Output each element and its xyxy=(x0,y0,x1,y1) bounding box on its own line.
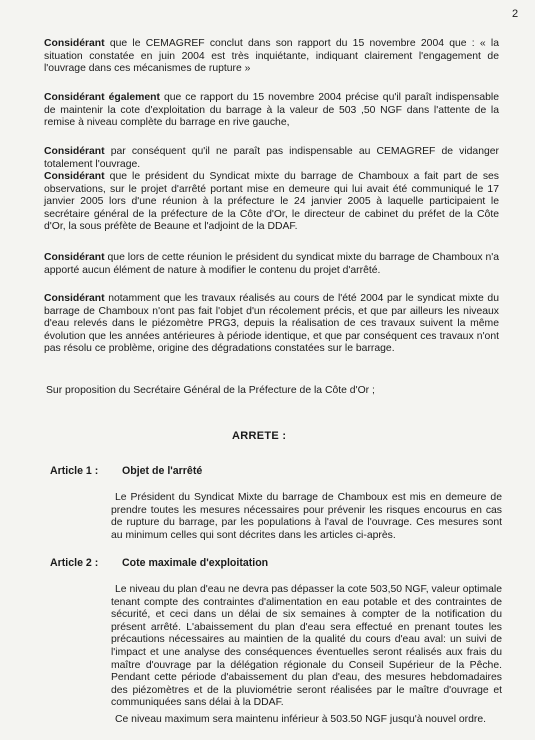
article-label: Article 1 : xyxy=(50,465,99,477)
considerant-lead: Considérant xyxy=(44,252,105,263)
considerant-1 xyxy=(44,38,499,76)
article-2-text: Le niveau du plan d'eau ne devra pas dépasser la cote 503,50 NGF, valeur optimale tenant compte des contraintes d'alimentation en eau potable et des contraintes de sécurité, et ceci dans un délai de six semaines à compter de la notification du présent arrêté. L'abaissement du plan d'eau sera effectué en prenant toutes les précautions nécessaires au maintien de la qualité du cours d'eau aval: un suivi de l'impact et une analyse des conséquences éventuelles seront réalisés aux frais du maître d'ouvrage par la délégation régionale du Conseil Supérieur de la Pêche. Pendant cette période d'abaissement du plan d'eau, des mesures hebdomadaires des piézomètres et de la pluviométrie seront réalisées par le maître d'ouvrage et communiquées sans délai à la DDAF. xyxy=(111,584,502,709)
arrete-title: ARRETE : xyxy=(232,430,287,442)
proposition: Sur proposition du Secrétaire Général de la Préfecture de la Côte d'Or ; xyxy=(46,385,375,396)
considerant-text: que ce rapport du 15 novembre 2004 précise qu'il paraît indispensable de maintenir la cote d'exploitation du barrage à la valeur de 503 ,50 NGF dans l'attente de la remise à niveau complète du barrage en rive gauche, xyxy=(44,92,499,129)
considerant-6 xyxy=(44,293,499,356)
considerant-text: que le président du Syndicat mixte du barrage de Chamboux a fait part de ses observations, sur le projet d'arrêté portant mise en demeure qui lui avait été communiqué le 17 janvier 2005 lors d'une réunion à la préfecture le 24 janvier 2005 à laquelle participaient le secrétaire général de la préfecture de la Côte d'Or, le directeur de cabinet du préfet de la Côte d'Or, la sous préfète de Beaune et l'adjoint de la DDAF. xyxy=(44,171,499,233)
considerant-lead: Considérant xyxy=(44,146,105,157)
considerant-lead: Considérant xyxy=(44,171,105,182)
article-1-text: Le Président du Syndicat Mixte du barrage de Chamboux est mis en demeure de prendre toutes les mesures nécessaires pour prévenir les risques encourus en cas de rupture du barrage, par les populations à l'aval de l'ouvrage. Ces mesures sont au minimum celles qui sont décrites dans les articles ci-après. xyxy=(111,492,502,541)
page-number: 2 xyxy=(512,8,519,20)
considerant-lead: Considérant xyxy=(44,38,105,49)
considerant-lead: Considérant également xyxy=(44,92,160,103)
article-1-heading xyxy=(50,465,202,478)
article-2-heading xyxy=(50,557,268,570)
article-title: Cote maximale d'exploitation xyxy=(122,557,269,569)
article-title: Objet de l'arrêté xyxy=(122,465,203,477)
considerant-2 xyxy=(44,92,499,130)
considerant-text: notamment que les travaux réalisés au cours de l'été 2004 par le syndicat mixte du barrage de Chamboux n'ont pas fait l'objet d'un récolement précis, et que par ailleurs les niveaux d'eau relevés dans le piézomètre PRG3, depuis la réalisation de ces travaux suivent la même évolution que les années antérieures à période identique, et que par conséquent ces travaux n'ont pas résolu ce problème, origine des dégradations constatées sur le barrage. xyxy=(44,293,499,355)
considerant-lead: Considérant xyxy=(44,293,105,304)
considerant-text: que lors de cette réunion le président du syndicat mixte du barrage de Chamboux n'a apporté aucun élément de nature à modifier le contenu du projet d'arrêté. xyxy=(44,252,499,276)
considerant-text: que le CEMAGREF conclut dans son rapport du 15 novembre 2004 que : « la situation constatée en juin 2004 est très inquiétante, indiquant clairement l'engagement de l'ouvrage dans ces mécanismes de rupture » xyxy=(44,38,499,75)
considerant-5 xyxy=(44,252,499,277)
considerant-4 xyxy=(44,171,499,234)
article-2-text-end: Ce niveau maximum sera maintenu inférieur à 503.50 NGF jusqu'à nouvel ordre. xyxy=(115,714,487,725)
considerant-text: par conséquent qu'il ne paraît pas indispensable au CEMAGREF de vidanger totalement l'ouvrage. xyxy=(44,146,499,170)
considerant-3 xyxy=(44,146,499,171)
article-label: Article 2 : xyxy=(50,557,99,569)
